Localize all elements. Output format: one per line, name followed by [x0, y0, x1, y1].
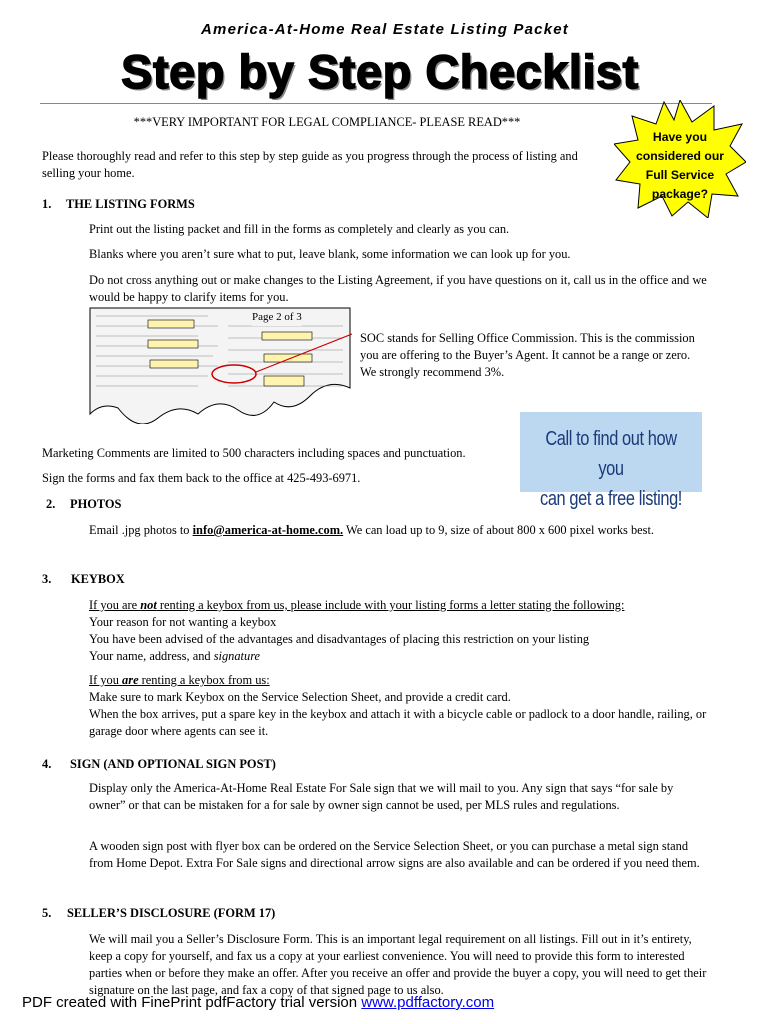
section-1-title: THE LISTING FORMS: [66, 197, 195, 211]
pdffactory-link[interactable]: www.pdffactory.com: [361, 994, 495, 1011]
section-2-text: Email .jpg photos to info@america-at-home.com. We can load up to 9, size of about 800 x 600 pixel works best.: [89, 523, 655, 537]
section-4-p1: Display only the America-At-Home Real Estate For Sale sign that we will mail to you. Any sign that says “for sale by owner” or that can be mistaken for a for sale by owner sign cannot be used, per MLS rules and regulations.: [89, 781, 674, 812]
starburst-text: Have you considered our Full Service package?: [635, 130, 725, 201]
section-2-number: 2.: [46, 497, 56, 511]
keybox-signature-line: Your name, address, and signature: [89, 649, 261, 663]
page-title: Step by Step Checklist: [121, 45, 639, 98]
section-3-title: KEYBOX: [71, 572, 125, 586]
section-1-p1: Print out the listing packet and fill in the forms as completely and clearly as you can.: [89, 222, 510, 236]
keybox-renting-block: [89, 672, 709, 740]
keybox-advised-line: You have been advised of the advantages and disadvantages of placing this restriction on your listing: [89, 632, 590, 646]
section-5-title: SELLER’S DISCLOSURE (FORM 17): [67, 906, 276, 920]
pdf-footer: PDF created with FinePrint pdfFactory trial version www.pdffactory.com: [22, 994, 495, 1011]
section-5-p1: We will mail you a Seller’s Disclosure Form. This is an important legal requirement on all listings. Fill out in it’s entirety, keep a copy for yourself, and fax us a copy at your earliest convenience. You will need to provide this form to interested parties when or before they make an offer. After you receive an offer and provide the buyer a copy, you will need to get their signature on the last page, and fax a copy of that signed page to us also.: [89, 932, 707, 997]
marketing-comments-note: Marketing Comments are limited to 500 characters including spaces and punctuation.: [42, 446, 466, 460]
section-4-title: SIGN (AND OPTIONAL SIGN POST): [70, 757, 276, 771]
thumbnail-page-label: Page 2 of 3: [252, 309, 302, 326]
keybox-reason-line: Your reason for not wanting a keybox: [89, 615, 277, 629]
keybox-not-renting-block: [89, 597, 709, 665]
section-1-p2: Blanks where you aren’t sure what to put, leave blank, some information we can look up for you.: [89, 247, 571, 261]
keybox-renting-heading: If you are renting a keybox from us:: [89, 673, 270, 687]
section-4-p2: A wooden sign post with flyer box can be ordered on the Service Selection Sheet, or you can purchase a metal sign stand from Home Depot. Extra For Sale signs and directional arrow signs are also available and can be ordered if you need them.: [89, 839, 700, 870]
soc-explanation: SOC stands for Selling Office Commission. This is the commission you are offering to the Buyer’s Agent. It cannot be a range or zero. We strongly recommend 3%.: [360, 331, 695, 379]
fax-instructions: Sign the forms and fax them back to the office at 425-493-6971.: [42, 471, 361, 485]
section-5-number: 5.: [42, 906, 52, 920]
section-1-p3: Do not cross anything out or make changes to the Listing Agreement, if you have questions on it, call us in the office and we would be happy to clarify items for you.: [89, 273, 707, 304]
keybox-mark-line: Make sure to mark Keybox on the Service Selection Sheet, and provide a credit card.: [89, 690, 511, 704]
email-link[interactable]: info@america-at-home.com.: [192, 523, 344, 537]
section-2-title: PHOTOS: [70, 497, 122, 511]
title-divider: [40, 103, 712, 104]
section-4-number: 4.: [42, 757, 52, 771]
intro-paragraph: Please thoroughly read and refer to this step by step guide as you progress through the process of listing and selling your home.: [42, 149, 578, 180]
free-listing-callout-text: Call to find out how you can get a free listing!: [540, 428, 682, 510]
keybox-arrival-line: When the box arrives, put a spare key in the keybox and attach it with a bicycle cable or padlock to a door handle, railing, or garage door where agents can see it.: [89, 707, 707, 738]
section-1-number: 1.: [42, 197, 52, 211]
section-3-number: 3.: [42, 572, 52, 586]
keybox-not-renting-heading: If you are not renting a keybox from us, please include with your listing forms a letter stating the following:: [89, 598, 625, 612]
listing-form-thumbnail: [88, 306, 352, 424]
packet-subtitle: America-At-Home Real Estate Listing Packet: [201, 21, 569, 38]
legal-notice: ***VERY IMPORTANT FOR LEGAL COMPLIANCE- PLEASE READ***: [133, 115, 521, 129]
